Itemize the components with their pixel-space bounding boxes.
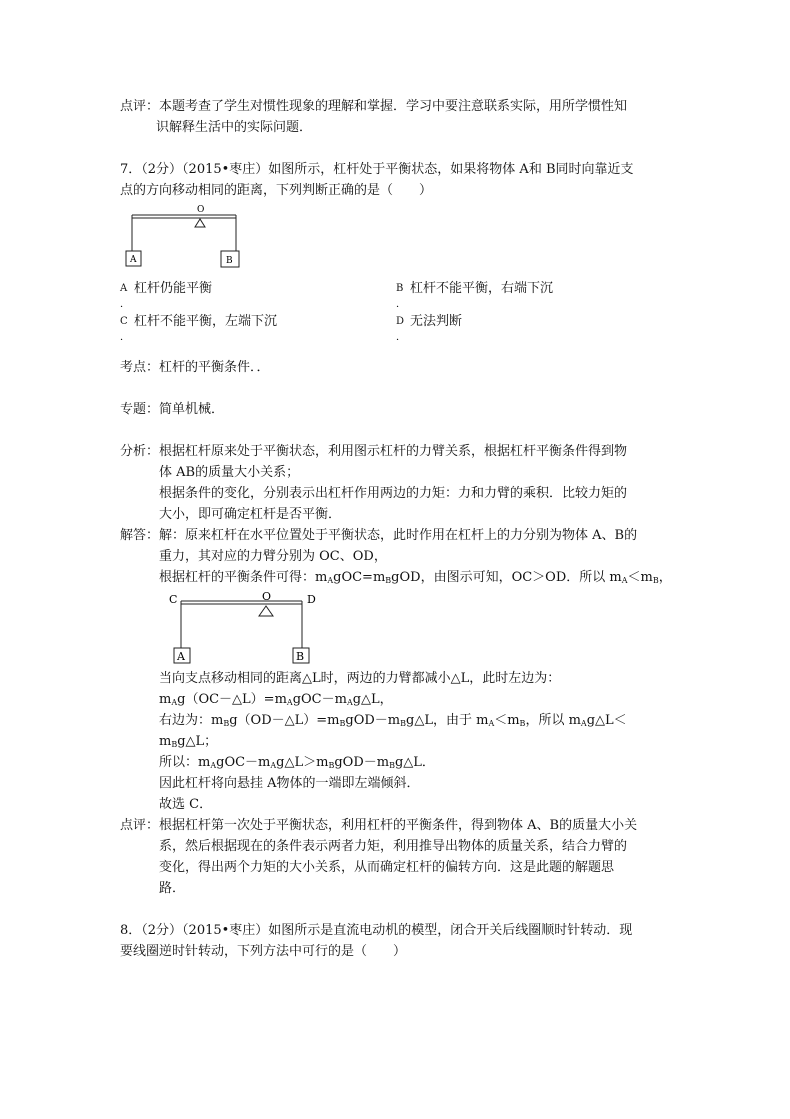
option-key: B xyxy=(396,283,404,294)
jieda-line-equation: $m_Ag(OC-\triangle L)=m_AgOC-m_Ag\triangle L$， xyxy=(159,692,393,707)
option-b[interactable]: B ． 杠杆不能平衡，右端下沉 xyxy=(396,281,554,310)
fig1-label-a: A xyxy=(130,255,137,265)
dianping-label: 点评： xyxy=(120,818,160,833)
jieda-line-equation: 所以：$m_AgOC-m_Ag\triangle L>m_BgOD-m_Bg\triangle L$． xyxy=(159,755,435,770)
review-block-prev xyxy=(120,96,680,117)
zhuanti-text: 简单机械． xyxy=(159,402,225,417)
fig2-label-c: C xyxy=(169,593,178,606)
option-text: 杠杆不能平衡，左端下沉 xyxy=(134,314,278,329)
jieda-line: 因此杠杆将向悬挂 A物体的一端即左端倾斜． xyxy=(159,776,420,791)
kaodian-block xyxy=(120,357,680,378)
question-7-stem-cont: 点的方向移动相同的距离，下列判断正确的是（ ） xyxy=(120,183,433,198)
option-a[interactable]: A ． 杠杆仍能平衡 xyxy=(120,281,213,310)
dianping-block xyxy=(120,815,680,899)
option-text: 杠杆仍能平衡 xyxy=(134,281,213,296)
fenxi-line: 根据条件的变化，分别表示出杠杆作用两边的力矩：力和力臂的乘积．比较力矩的 xyxy=(159,486,628,501)
fenxi-line: 大小，即可确定杠杆是否平衡． xyxy=(159,507,342,522)
lever-figure-2 xyxy=(167,590,327,666)
jieda-line-equation: 根据杠杆的平衡条件可得：$m_AgOC=m_BgOD$，由图示可知，OC＞OD．所以 $m_A<m_B$， xyxy=(159,570,672,585)
fig2-label-b: B xyxy=(296,650,305,663)
review-label: 点评： xyxy=(120,99,160,114)
kaodian-label: 考点： xyxy=(120,360,160,375)
jieda-line: 当向支点移动相同的距离△L时，两边的力臂都减小△L，此时左边为： xyxy=(159,671,561,686)
question-8-stem: 8．（2分）（2015•枣庄）如图所示是直流电动机的模型，闭合开关后线圈顺时针转动．现 xyxy=(120,923,633,938)
zhuanti-block xyxy=(120,399,680,420)
jieda-label: 解答： xyxy=(120,528,160,543)
dianping-line: 路． xyxy=(159,881,186,896)
jieda-line: 重力，其对应的力臂分别为 OC、OD， xyxy=(159,549,387,564)
jieda-line-equation: 右边为：$m_Bg(OD-\triangle L)=m_BgOD-m_Bg\triangle L$，由于 $m_A<m_B$，所以 $m_Ag\triangle L<m_Bg\triangle L$； xyxy=(159,713,627,749)
option-c[interactable]: C ． 杠杆不能平衡，左端下沉 xyxy=(120,314,278,343)
option-key: A xyxy=(120,283,128,294)
question-7-stem: 7．（2分）（2015•枣庄）如图所示，杠杆处于平衡状态，如果将物体 A和 B同时向靠近支 xyxy=(120,162,634,177)
lever-figure-1 xyxy=(124,205,254,271)
fulcrum-icon xyxy=(259,606,273,616)
question-7-options xyxy=(120,279,680,345)
option-key: C xyxy=(120,316,128,327)
fenxi-block xyxy=(120,441,680,525)
dianping-line: 变化，得出两个力矩的大小关系，从而确定杠杆的偏转方向．这是此题的解题思 xyxy=(159,860,615,875)
fig1-label-b: B xyxy=(226,256,233,266)
fig1-label-o: O xyxy=(197,205,205,215)
fig2-label-a: A xyxy=(177,650,185,663)
option-d[interactable]: D ． 无法判断 xyxy=(396,314,463,343)
dianping-line: 根据杠杆第一次处于平衡状态，利用杠杆的平衡条件，得到物体 A、B的质量大小关 xyxy=(159,818,638,833)
jieda-block xyxy=(120,525,680,815)
fenxi-label: 分析： xyxy=(120,444,160,459)
kaodian-text: 杠杆的平衡条件．． xyxy=(159,360,270,375)
option-text: 无法判断 xyxy=(410,314,463,329)
option-key: D xyxy=(396,316,405,327)
option-text: 杠杆不能平衡，右端下沉 xyxy=(410,281,554,296)
fig2-label-o: O xyxy=(262,590,272,603)
jieda-line: 解：原来杠杆在水平位置处于平衡状态，此时作用在杠杆上的力分别为物体 A、B的 xyxy=(159,528,638,543)
fulcrum-icon xyxy=(195,219,205,227)
review-line: 本题考查了学生对惯性现象的理解和掌握．学习中要注意联系实际，用所学惯性知 xyxy=(159,99,628,114)
jieda-answer: 故选 C． xyxy=(159,797,213,812)
document-page xyxy=(120,96,680,962)
fig2-label-d: D xyxy=(307,593,316,606)
fenxi-line: 体 AB的质量大小关系； xyxy=(159,465,300,480)
question-8-stem-cont: 要线圈逆时针转动，下列方法中可行的是（ ） xyxy=(120,944,407,959)
dianping-line: 系，然后根据现在的条件表示两者力矩，利用推导出物体的质量关系，结合力臂的 xyxy=(159,839,628,854)
fenxi-line: 根据杠杆原来处于平衡状态，利用图示杠杆的力臂关系，根据杠杆平衡条件得到物 xyxy=(159,444,628,459)
zhuanti-label: 专题： xyxy=(120,402,160,417)
review-line: 识解释生活中的实际问题． xyxy=(156,120,313,135)
